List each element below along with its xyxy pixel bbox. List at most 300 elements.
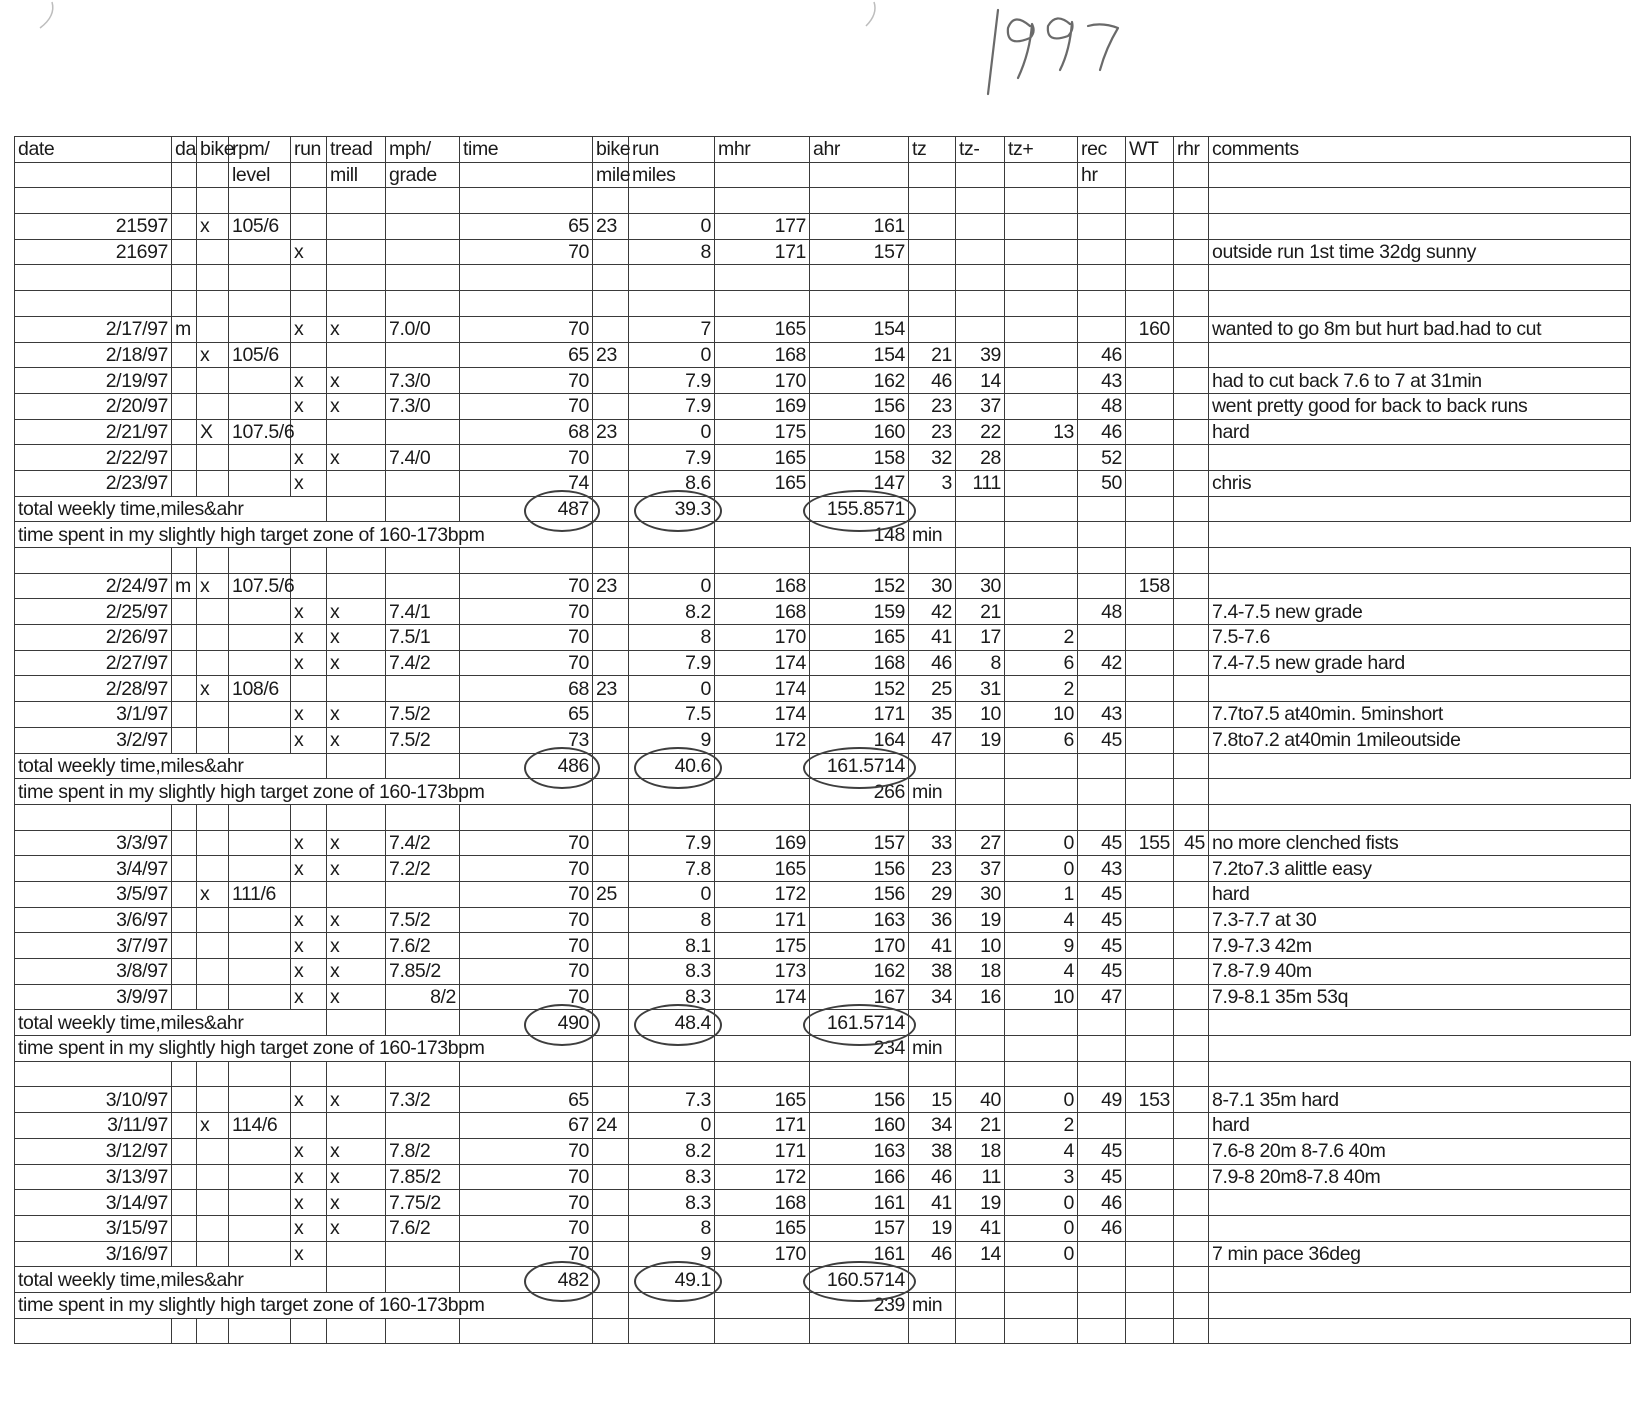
total-ahr: 161.5714 bbox=[810, 1010, 909, 1036]
header-cell bbox=[956, 162, 1005, 188]
cell-mhr: 169 bbox=[715, 830, 810, 856]
header-cell: tz+ bbox=[1005, 137, 1078, 163]
empty-cell bbox=[593, 1267, 629, 1293]
empty-cell bbox=[715, 265, 810, 291]
empty-cell bbox=[197, 1061, 229, 1087]
cell-wt bbox=[1126, 1190, 1174, 1216]
cell-ahr: 160 bbox=[810, 1113, 909, 1139]
cell-wt bbox=[1126, 599, 1174, 625]
cell-tzm: 10 bbox=[956, 933, 1005, 959]
cell-rhr bbox=[1174, 368, 1209, 394]
cell-runmi: 0 bbox=[629, 573, 715, 599]
cell-date: 3/1/97 bbox=[15, 702, 172, 728]
cell-rpm bbox=[229, 1164, 291, 1190]
cell-tzp bbox=[1005, 470, 1078, 496]
cell-mhr: 174 bbox=[715, 650, 810, 676]
cell-wt bbox=[1126, 214, 1174, 240]
cell-wt bbox=[1126, 393, 1174, 419]
day-row bbox=[15, 419, 1631, 445]
cell-rpm bbox=[229, 239, 291, 265]
weekly-total-row bbox=[15, 1267, 1631, 1293]
cell-da bbox=[172, 881, 197, 907]
empty-cell bbox=[956, 496, 1005, 522]
cell-da: m bbox=[172, 573, 197, 599]
cell-rpm bbox=[229, 625, 291, 651]
cell-wt bbox=[1126, 1164, 1174, 1190]
cell-wt bbox=[1126, 1113, 1174, 1139]
cell-tzm: 37 bbox=[956, 856, 1005, 882]
cell-tread bbox=[327, 470, 386, 496]
cell-date: 3/15/97 bbox=[15, 1215, 172, 1241]
cell-comments: wanted to go 8m but hurt bad.had to cut bbox=[1209, 316, 1631, 342]
total-miles: 48.4 bbox=[629, 1010, 715, 1036]
header-cell: time bbox=[460, 137, 593, 163]
cell-run: x bbox=[291, 650, 327, 676]
cell-runmi: 8.2 bbox=[629, 1138, 715, 1164]
cell-time: 70 bbox=[460, 1241, 593, 1267]
cell-ahr: 161 bbox=[810, 214, 909, 240]
header-cell bbox=[1005, 162, 1078, 188]
day-row bbox=[15, 984, 1631, 1010]
day-row bbox=[15, 830, 1631, 856]
empty-cell bbox=[386, 1010, 460, 1036]
empty-cell bbox=[629, 1318, 715, 1344]
cell-tzm: 40 bbox=[956, 1087, 1005, 1113]
empty-cell bbox=[956, 1267, 1005, 1293]
cell-time: 70 bbox=[460, 830, 593, 856]
cell-run: x bbox=[291, 1241, 327, 1267]
header-cell bbox=[172, 162, 197, 188]
empty-cell bbox=[715, 1318, 810, 1344]
cell-rpm bbox=[229, 984, 291, 1010]
empty-cell bbox=[810, 1061, 909, 1087]
cell-mhr: 174 bbox=[715, 702, 810, 728]
empty-cell bbox=[1209, 265, 1631, 291]
cell-ahr: 156 bbox=[810, 856, 909, 882]
cell-rhr bbox=[1174, 599, 1209, 625]
cell-runmi: 7.9 bbox=[629, 650, 715, 676]
empty-cell bbox=[291, 548, 327, 574]
cell-da bbox=[172, 676, 197, 702]
empty-cell bbox=[15, 1318, 172, 1344]
empty-cell bbox=[1005, 496, 1078, 522]
cell-run: x bbox=[291, 393, 327, 419]
cell-mph bbox=[386, 239, 460, 265]
cell-tzp bbox=[1005, 342, 1078, 368]
cell-runmi: 9 bbox=[629, 1241, 715, 1267]
cell-ahr: 163 bbox=[810, 1138, 909, 1164]
cell-time: 74 bbox=[460, 470, 593, 496]
cell-run bbox=[291, 1113, 327, 1139]
cell-rpm bbox=[229, 1190, 291, 1216]
empty-cell bbox=[629, 1061, 715, 1087]
empty-cell bbox=[291, 804, 327, 830]
empty-cell bbox=[15, 548, 172, 574]
cell-tread bbox=[327, 1113, 386, 1139]
total-time: 486 bbox=[460, 753, 593, 779]
cell-bikemi bbox=[593, 239, 629, 265]
zone-label: time spent in my slightly high target zone of 160-173bpm bbox=[15, 522, 593, 548]
day-row bbox=[15, 856, 1631, 882]
empty-cell bbox=[15, 265, 172, 291]
cell-mhr: 177 bbox=[715, 214, 810, 240]
empty-cell bbox=[1174, 291, 1209, 317]
cell-tzm: 14 bbox=[956, 1241, 1005, 1267]
empty-cell bbox=[229, 1318, 291, 1344]
empty-cell bbox=[1174, 804, 1209, 830]
cell-da bbox=[172, 1138, 197, 1164]
day-row bbox=[15, 933, 1631, 959]
cell-rec: 45 bbox=[1078, 727, 1126, 753]
target-zone-row bbox=[15, 779, 1631, 805]
cell-rec: 46 bbox=[1078, 1190, 1126, 1216]
empty-cell bbox=[460, 188, 593, 214]
cell-comments bbox=[1209, 1190, 1631, 1216]
empty-cell bbox=[593, 1318, 629, 1344]
header-cell bbox=[909, 162, 956, 188]
cell-tread: x bbox=[327, 933, 386, 959]
cell-wt bbox=[1126, 625, 1174, 651]
cell-tzm bbox=[956, 214, 1005, 240]
cell-rec: 45 bbox=[1078, 1138, 1126, 1164]
zone-label: time spent in my slightly high target zone of 160-173bpm bbox=[15, 779, 593, 805]
cell-comments: went pretty good for back to back runs bbox=[1209, 393, 1631, 419]
cell-rec: 52 bbox=[1078, 445, 1126, 471]
empty-cell bbox=[1174, 1318, 1209, 1344]
empty-cell bbox=[1078, 548, 1126, 574]
cell-mph bbox=[386, 1113, 460, 1139]
day-row bbox=[15, 881, 1631, 907]
cell-tzp: 0 bbox=[1005, 1190, 1078, 1216]
cell-rhr bbox=[1174, 881, 1209, 907]
cell-tzp: 2 bbox=[1005, 1113, 1078, 1139]
empty-cell bbox=[909, 1267, 956, 1293]
cell-mph: 7.85/2 bbox=[386, 959, 460, 985]
cell-date: 2/27/97 bbox=[15, 650, 172, 676]
cell-run: x bbox=[291, 959, 327, 985]
cell-mhr: 165 bbox=[715, 856, 810, 882]
cell-tzm: 16 bbox=[956, 984, 1005, 1010]
empty-cell bbox=[593, 804, 629, 830]
cell-mph bbox=[386, 1241, 460, 1267]
cell-runmi: 0 bbox=[629, 214, 715, 240]
cell-rhr bbox=[1174, 625, 1209, 651]
empty-cell bbox=[327, 188, 386, 214]
cell-time: 65 bbox=[460, 702, 593, 728]
total-ahr: 161.5714 bbox=[810, 753, 909, 779]
empty-cell bbox=[291, 1061, 327, 1087]
cell-tzm: 22 bbox=[956, 419, 1005, 445]
cell-mph bbox=[386, 214, 460, 240]
cell-tzp bbox=[1005, 368, 1078, 394]
cell-run: x bbox=[291, 1215, 327, 1241]
cell-run: x bbox=[291, 856, 327, 882]
cell-rec bbox=[1078, 573, 1126, 599]
cell-ahr: 166 bbox=[810, 1164, 909, 1190]
cell-tzp: 10 bbox=[1005, 702, 1078, 728]
handwritten-year bbox=[978, 4, 1158, 99]
empty-cell bbox=[629, 548, 715, 574]
cell-bike bbox=[197, 907, 229, 933]
total-miles: 39.3 bbox=[629, 496, 715, 522]
cell-rec: 46 bbox=[1078, 342, 1126, 368]
cell-run bbox=[291, 573, 327, 599]
cell-bikemi: 25 bbox=[593, 881, 629, 907]
cell-run: x bbox=[291, 368, 327, 394]
day-row bbox=[15, 393, 1631, 419]
cell-comments bbox=[1209, 445, 1631, 471]
cell-rpm: 105/6 bbox=[229, 342, 291, 368]
empty-cell bbox=[715, 779, 810, 805]
header-cell: rec bbox=[1078, 137, 1126, 163]
cell-rpm: 111/6 bbox=[229, 881, 291, 907]
cell-tread: x bbox=[327, 984, 386, 1010]
cell-da bbox=[172, 1241, 197, 1267]
cell-rec bbox=[1078, 1113, 1126, 1139]
cell-date: 3/3/97 bbox=[15, 830, 172, 856]
cell-ahr: 171 bbox=[810, 702, 909, 728]
empty-cell bbox=[956, 1010, 1005, 1036]
empty-cell bbox=[460, 291, 593, 317]
header-cell: mile bbox=[593, 162, 629, 188]
day-row bbox=[15, 316, 1631, 342]
cell-tread: x bbox=[327, 727, 386, 753]
cell-rec: 43 bbox=[1078, 856, 1126, 882]
cell-mph: 7.4/2 bbox=[386, 650, 460, 676]
cell-tz: 47 bbox=[909, 727, 956, 753]
cell-comments: 7.4-7.5 new grade hard bbox=[1209, 650, 1631, 676]
cell-bike: x bbox=[197, 881, 229, 907]
day-row bbox=[15, 214, 1631, 240]
cell-wt bbox=[1126, 1215, 1174, 1241]
empty-cell bbox=[1126, 1036, 1174, 1062]
cell-comments bbox=[1209, 676, 1631, 702]
empty-cell bbox=[1078, 1318, 1126, 1344]
cell-date: 2/22/97 bbox=[15, 445, 172, 471]
cell-tzm: 14 bbox=[956, 368, 1005, 394]
empty-cell bbox=[715, 1036, 810, 1062]
cell-date: 3/2/97 bbox=[15, 727, 172, 753]
empty-cell bbox=[810, 188, 909, 214]
empty-cell bbox=[909, 804, 956, 830]
empty-cell bbox=[1126, 804, 1174, 830]
cell-tread: x bbox=[327, 445, 386, 471]
cell-tzm: 19 bbox=[956, 1190, 1005, 1216]
cell-tz: 23 bbox=[909, 393, 956, 419]
empty-cell bbox=[1126, 1318, 1174, 1344]
empty-cell bbox=[1078, 1010, 1126, 1036]
cell-tzp: 2 bbox=[1005, 676, 1078, 702]
cell-bike bbox=[197, 1241, 229, 1267]
weekly-total-row bbox=[15, 1010, 1631, 1036]
cell-wt bbox=[1126, 1138, 1174, 1164]
header-cell: tread bbox=[327, 137, 386, 163]
cell-rhr bbox=[1174, 702, 1209, 728]
empty-cell bbox=[593, 1292, 629, 1318]
empty-cell bbox=[1126, 548, 1174, 574]
cell-da bbox=[172, 1087, 197, 1113]
empty-cell bbox=[956, 1292, 1005, 1318]
empty-cell bbox=[593, 548, 629, 574]
empty-cell bbox=[172, 188, 197, 214]
cell-comments: chris bbox=[1209, 470, 1631, 496]
zone-minutes: 266 bbox=[810, 779, 909, 805]
empty-cell bbox=[15, 291, 172, 317]
empty-cell bbox=[1078, 291, 1126, 317]
empty-cell bbox=[1005, 522, 1078, 548]
empty-cell bbox=[197, 548, 229, 574]
cell-tread: x bbox=[327, 856, 386, 882]
cell-rpm bbox=[229, 959, 291, 985]
cell-comments bbox=[1209, 1215, 1631, 1241]
cell-mph: 7.4/0 bbox=[386, 445, 460, 471]
cell-tz: 32 bbox=[909, 445, 956, 471]
cell-bikemi bbox=[593, 470, 629, 496]
cell-da bbox=[172, 933, 197, 959]
cell-tzm: 21 bbox=[956, 1113, 1005, 1139]
cell-tzp bbox=[1005, 239, 1078, 265]
cell-ahr: 160 bbox=[810, 419, 909, 445]
cell-rpm: 105/6 bbox=[229, 214, 291, 240]
cell-time: 70 bbox=[460, 650, 593, 676]
cell-tread: x bbox=[327, 316, 386, 342]
cell-run: x bbox=[291, 702, 327, 728]
cell-bikemi: 23 bbox=[593, 342, 629, 368]
cell-ahr: 152 bbox=[810, 676, 909, 702]
cell-wt: 155 bbox=[1126, 830, 1174, 856]
empty-cell bbox=[327, 548, 386, 574]
empty-cell bbox=[1209, 548, 1631, 574]
cell-bikemi bbox=[593, 393, 629, 419]
cell-mph: 7.85/2 bbox=[386, 1164, 460, 1190]
cell-rpm: 107.5/6 bbox=[229, 573, 291, 599]
empty-cell bbox=[909, 1318, 956, 1344]
cell-mph: 7.5/1 bbox=[386, 625, 460, 651]
cell-tz: 19 bbox=[909, 1215, 956, 1241]
cell-date: 2/21/97 bbox=[15, 419, 172, 445]
cell-tread: x bbox=[327, 702, 386, 728]
cell-tzp: 4 bbox=[1005, 1138, 1078, 1164]
cell-da bbox=[172, 393, 197, 419]
cell-tzm: 111 bbox=[956, 470, 1005, 496]
cell-tz: 41 bbox=[909, 1190, 956, 1216]
cell-tread: x bbox=[327, 368, 386, 394]
cell-rpm bbox=[229, 599, 291, 625]
cell-tz: 3 bbox=[909, 470, 956, 496]
cell-time: 70 bbox=[460, 856, 593, 882]
empty-cell bbox=[229, 1061, 291, 1087]
cell-tzp: 0 bbox=[1005, 1087, 1078, 1113]
header-cell bbox=[1209, 162, 1631, 188]
cell-runmi: 8 bbox=[629, 625, 715, 651]
empty-cell bbox=[1126, 1061, 1174, 1087]
cell-tread: x bbox=[327, 830, 386, 856]
cell-comments: outside run 1st time 32dg sunny bbox=[1209, 239, 1631, 265]
cell-ahr: 164 bbox=[810, 727, 909, 753]
cell-date: 3/13/97 bbox=[15, 1164, 172, 1190]
empty-cell bbox=[1126, 265, 1174, 291]
cell-bike bbox=[197, 650, 229, 676]
empty-cell bbox=[1078, 1036, 1126, 1062]
cell-rpm bbox=[229, 702, 291, 728]
cell-tz bbox=[909, 239, 956, 265]
cell-tz: 46 bbox=[909, 1164, 956, 1190]
day-row bbox=[15, 1138, 1631, 1164]
cell-tz: 41 bbox=[909, 933, 956, 959]
cell-rpm: 108/6 bbox=[229, 676, 291, 702]
cell-ahr: 158 bbox=[810, 445, 909, 471]
cell-time: 70 bbox=[460, 393, 593, 419]
cell-comments: 7.5-7.6 bbox=[1209, 625, 1631, 651]
cell-wt bbox=[1126, 1241, 1174, 1267]
cell-tz: 35 bbox=[909, 702, 956, 728]
cell-wt: 158 bbox=[1126, 573, 1174, 599]
cell-tz: 42 bbox=[909, 599, 956, 625]
cell-comments: no more clenched fists bbox=[1209, 830, 1631, 856]
cell-runmi: 7.9 bbox=[629, 393, 715, 419]
cell-tz: 21 bbox=[909, 342, 956, 368]
cell-da bbox=[172, 1113, 197, 1139]
cell-wt bbox=[1126, 881, 1174, 907]
cell-tzp: 0 bbox=[1005, 856, 1078, 882]
empty-cell bbox=[810, 291, 909, 317]
cell-tzp: 6 bbox=[1005, 650, 1078, 676]
cell-mph: 7.3/0 bbox=[386, 393, 460, 419]
cell-rhr bbox=[1174, 856, 1209, 882]
empty-cell bbox=[172, 1061, 197, 1087]
cell-runmi: 8 bbox=[629, 239, 715, 265]
cell-da bbox=[172, 959, 197, 985]
cell-tzm: 10 bbox=[956, 702, 1005, 728]
cell-wt: 160 bbox=[1126, 316, 1174, 342]
cell-bike bbox=[197, 830, 229, 856]
cell-tz: 46 bbox=[909, 650, 956, 676]
header-cell: mph/ bbox=[386, 137, 460, 163]
cell-date: 2/26/97 bbox=[15, 625, 172, 651]
empty-cell bbox=[715, 496, 810, 522]
empty-cell bbox=[1005, 804, 1078, 830]
cell-tzm: 18 bbox=[956, 1138, 1005, 1164]
cell-wt bbox=[1126, 933, 1174, 959]
cell-run bbox=[291, 342, 327, 368]
header-cell: mill bbox=[327, 162, 386, 188]
day-row bbox=[15, 599, 1631, 625]
cell-tread bbox=[327, 676, 386, 702]
empty-cell bbox=[956, 522, 1005, 548]
cell-wt bbox=[1126, 650, 1174, 676]
cell-comments: 7.9-7.3 42m bbox=[1209, 933, 1631, 959]
cell-bikemi bbox=[593, 933, 629, 959]
empty-cell bbox=[956, 753, 1005, 779]
cell-ahr: 154 bbox=[810, 342, 909, 368]
cell-bike bbox=[197, 933, 229, 959]
weekly-total-row bbox=[15, 753, 1631, 779]
cell-run: x bbox=[291, 984, 327, 1010]
cell-tzm: 27 bbox=[956, 830, 1005, 856]
empty-cell bbox=[1126, 1292, 1174, 1318]
cell-tz: 25 bbox=[909, 676, 956, 702]
empty-cell bbox=[1078, 496, 1126, 522]
cell-wt bbox=[1126, 342, 1174, 368]
cell-tz: 23 bbox=[909, 856, 956, 882]
cell-da bbox=[172, 1190, 197, 1216]
day-row bbox=[15, 727, 1631, 753]
cell-wt bbox=[1126, 702, 1174, 728]
cell-date: 2/23/97 bbox=[15, 470, 172, 496]
cell-rec bbox=[1078, 676, 1126, 702]
cell-mhr: 165 bbox=[715, 1087, 810, 1113]
spacer-row bbox=[15, 265, 1631, 291]
